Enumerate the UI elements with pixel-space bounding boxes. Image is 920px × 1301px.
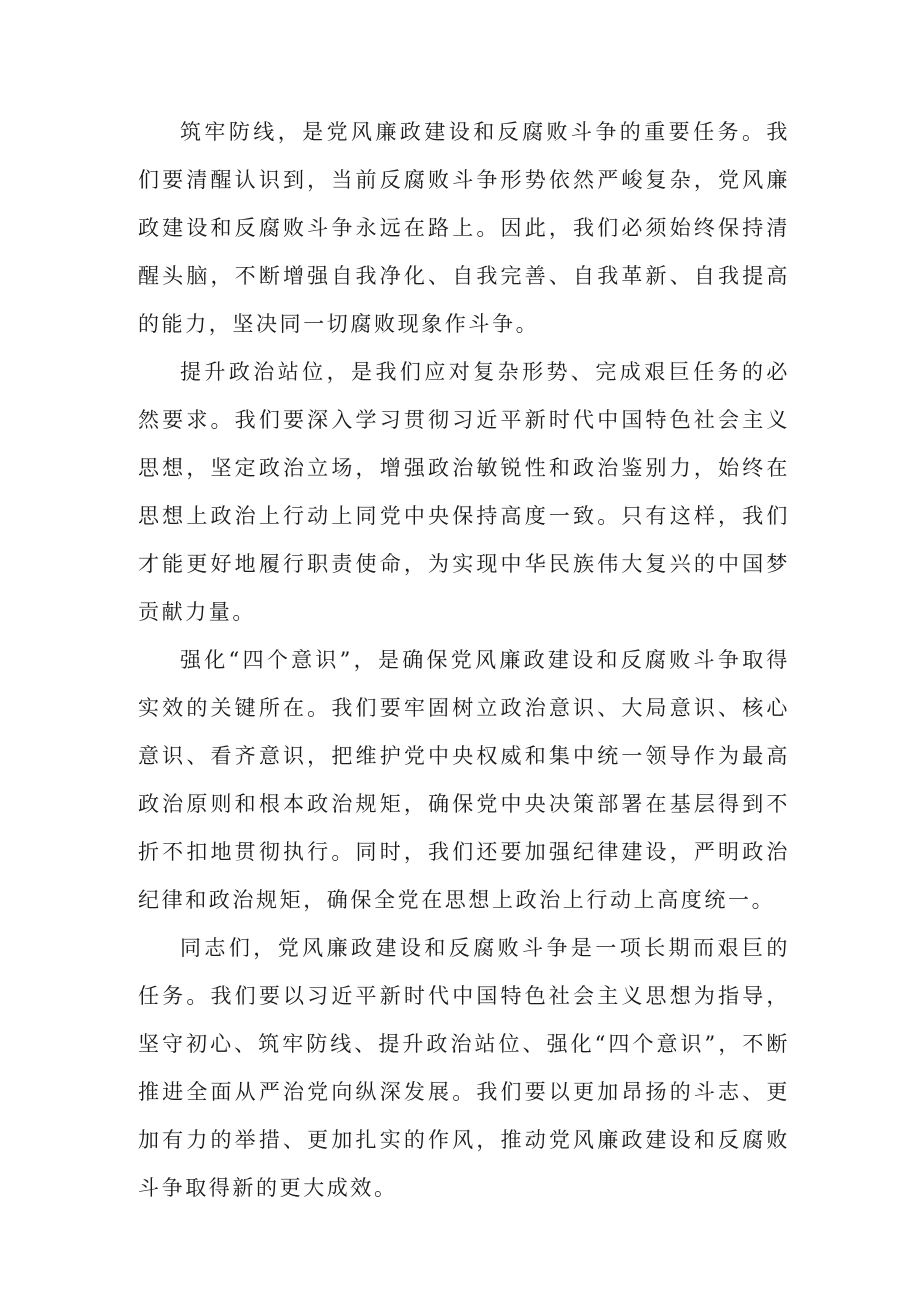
paragraph-3: 强化“四个意识”，是确保党风廉政建设和反腐败斗争取得实效的关键所在。我们要牢固树立政治意识、大局意识、核心意识、看齐意识，把维护党中央权威和集中统一领导作为最高政治原则和根本政治规矩，确保党中央决策部署在基层得到不折不扣地贯彻执行。同时，我们还要加强纪律建设，严明政治纪律和政治规矩，确保全党在思想上政治上行动上高度统一。	[138, 648, 790, 912]
paragraph-2: 提升政治站位，是我们应对复杂形势、完成艰巨任务的必然要求。我们要深入学习贯彻习近平新时代中国特色社会主义思想，坚定政治立场，增强政治敏锐性和政治鉴别力，始终在思想上政治上行动上同党中央保持高度一致。只有这样，我们才能更好地履行职责使命，为实现中华民族伟大复兴的中国梦贡献力量。	[138, 360, 790, 624]
paragraph-4: 同志们，党风廉政建设和反腐败斗争是一项长期而艰巨的任务。我们要以习近平新时代中国特色社会主义思想为指导，坚守初心、筑牢防线、提升政治站位、强化“四个意识”，不断推进全面从严治党向纵深发展。我们要以更加昂扬的斗志、更加有力的举措、更加扎实的作风，推动党风廉政建设和反腐败斗争取得新的更大成效。	[138, 936, 790, 1200]
document-body	[138, 108, 790, 1212]
paragraph-1: 筑牢防线，是党风廉政建设和反腐败斗争的重要任务。我们要清醒认识到，当前反腐败斗争形势依然严峻复杂，党风廉政建设和反腐败斗争永远在路上。因此，我们必须始终保持清醒头脑，不断增强自我净化、自我完善、自我革新、自我提高的能力，坚决同一切腐败现象作斗争。	[138, 120, 790, 336]
